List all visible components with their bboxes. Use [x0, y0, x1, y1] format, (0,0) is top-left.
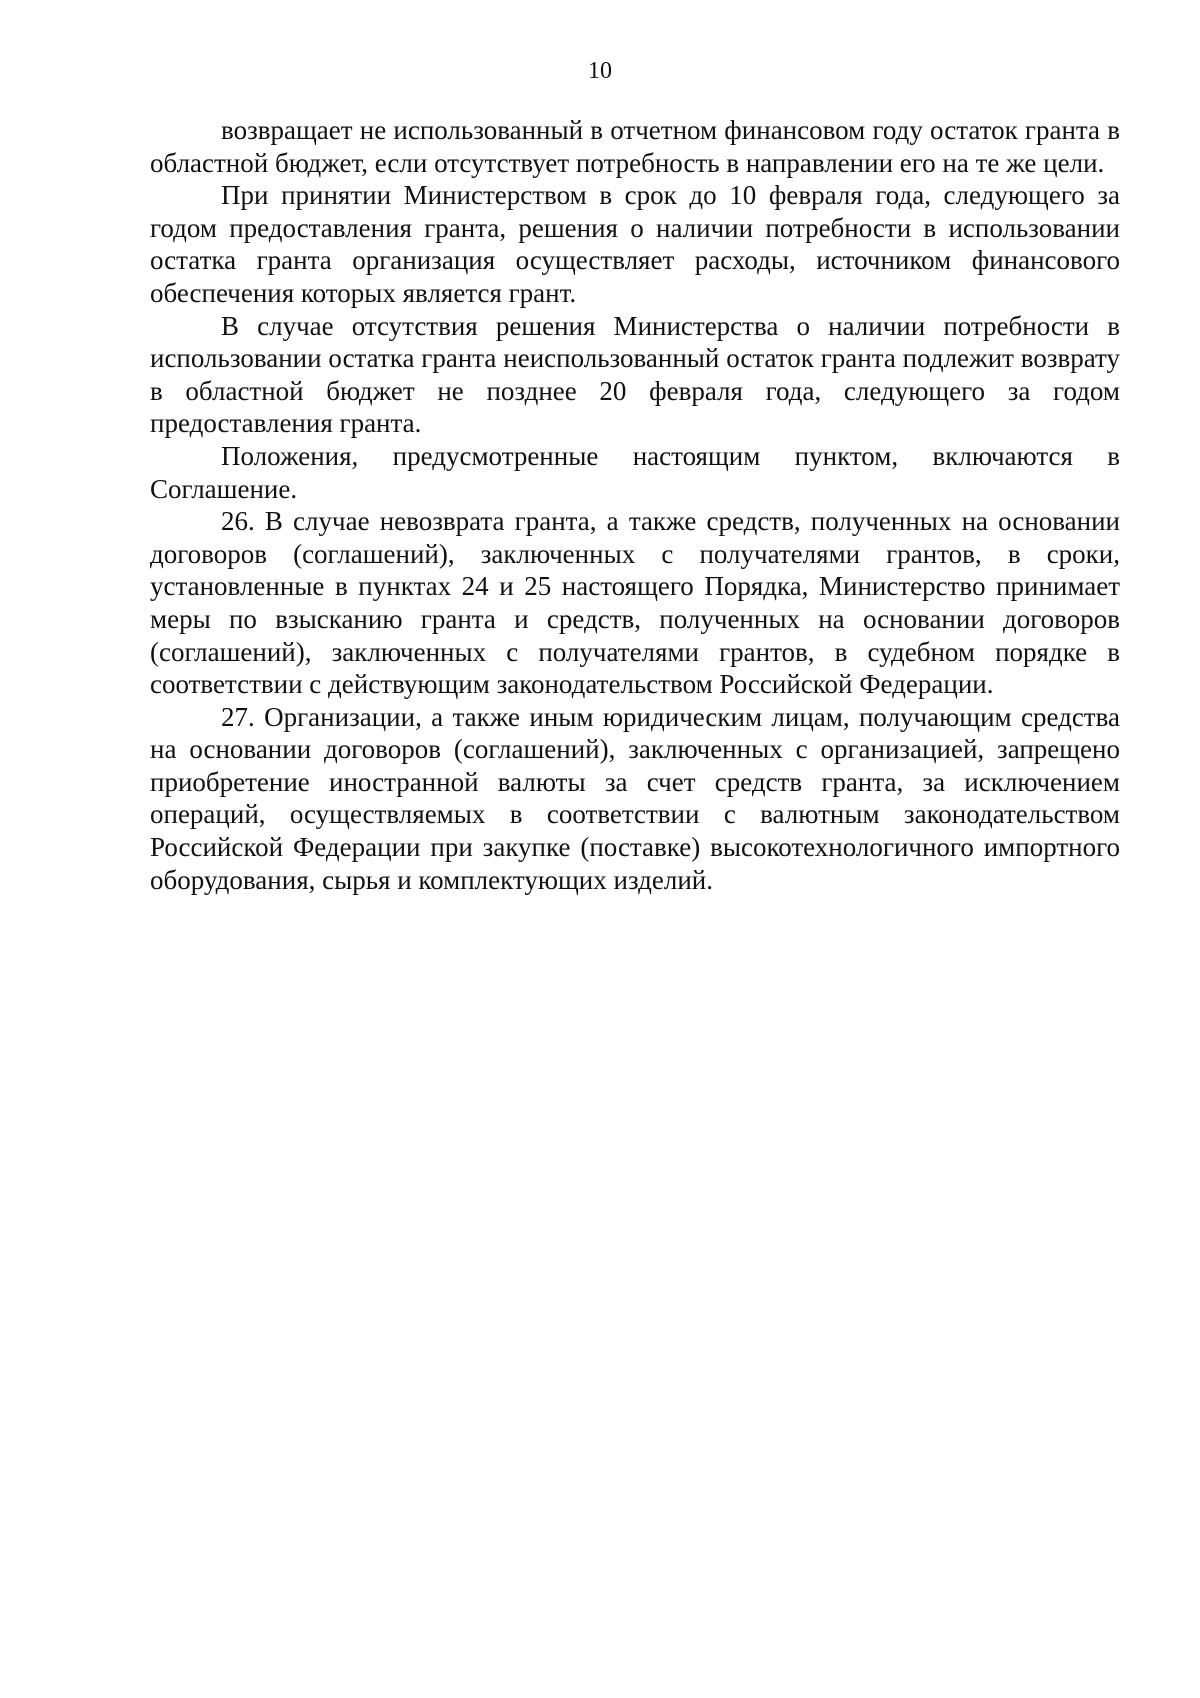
paragraph-no-decision: В случае отсутствия решения Министерства о наличии потребности в использовании остатка гранта неиспользованный остаток гранта подлежит возврату в областной бюджет не позднее 20 февраля года, следующего за годом предоставления гранта.	[150, 310, 1120, 439]
paragraph-item-27: 27. Организации, а также иным юридическим лицам, получающим средства на основании договоров (соглашений), заключенных с организацией, запрещено приобретение иностранной валюты за счет средств гранта, за исключением операций, осуществляемых в соответствии с валютным законодательством Российской Федерации при закупке (поставке) высокотехнологичного импортного оборудования, сырья и комплектующих изделий.	[150, 701, 1120, 895]
paragraph-agreement-provisions: Положения, предусмотренные настоящим пунктом, включаются в Соглашение.	[150, 440, 1120, 504]
paragraph-grant-return: возвращает не использованный в отчетном финансовом году остаток гранта в областной бюджет, если отсутствует потребность в направлении его на те же цели.	[150, 115, 1120, 178]
page-number: 10	[588, 58, 612, 84]
document-body	[150, 114, 1120, 896]
paragraph-ministry-decision: При принятии Министерством в срок до 10 февраля года, следующего за годом предоставления гранта, решения о наличии потребности в использовании остатка гранта организация осуществляет расходы, источником финансового обеспечения которых является грант.	[150, 180, 1120, 308]
paragraph-item-26: 26. В случае невозврата гранта, а также средств, полученных на основании договоров (соглашений), заключенных с получателями грантов, в сроки, установленные в пунктах 24 и 25 настоящего Порядка, Министерство принимает меры по взысканию гранта и средств, полученных на основании договоров (соглашений), заключенных с получателями грантов, в судебном порядке в соответствии с действующим законодательством Российской Федерации.	[150, 506, 1120, 700]
